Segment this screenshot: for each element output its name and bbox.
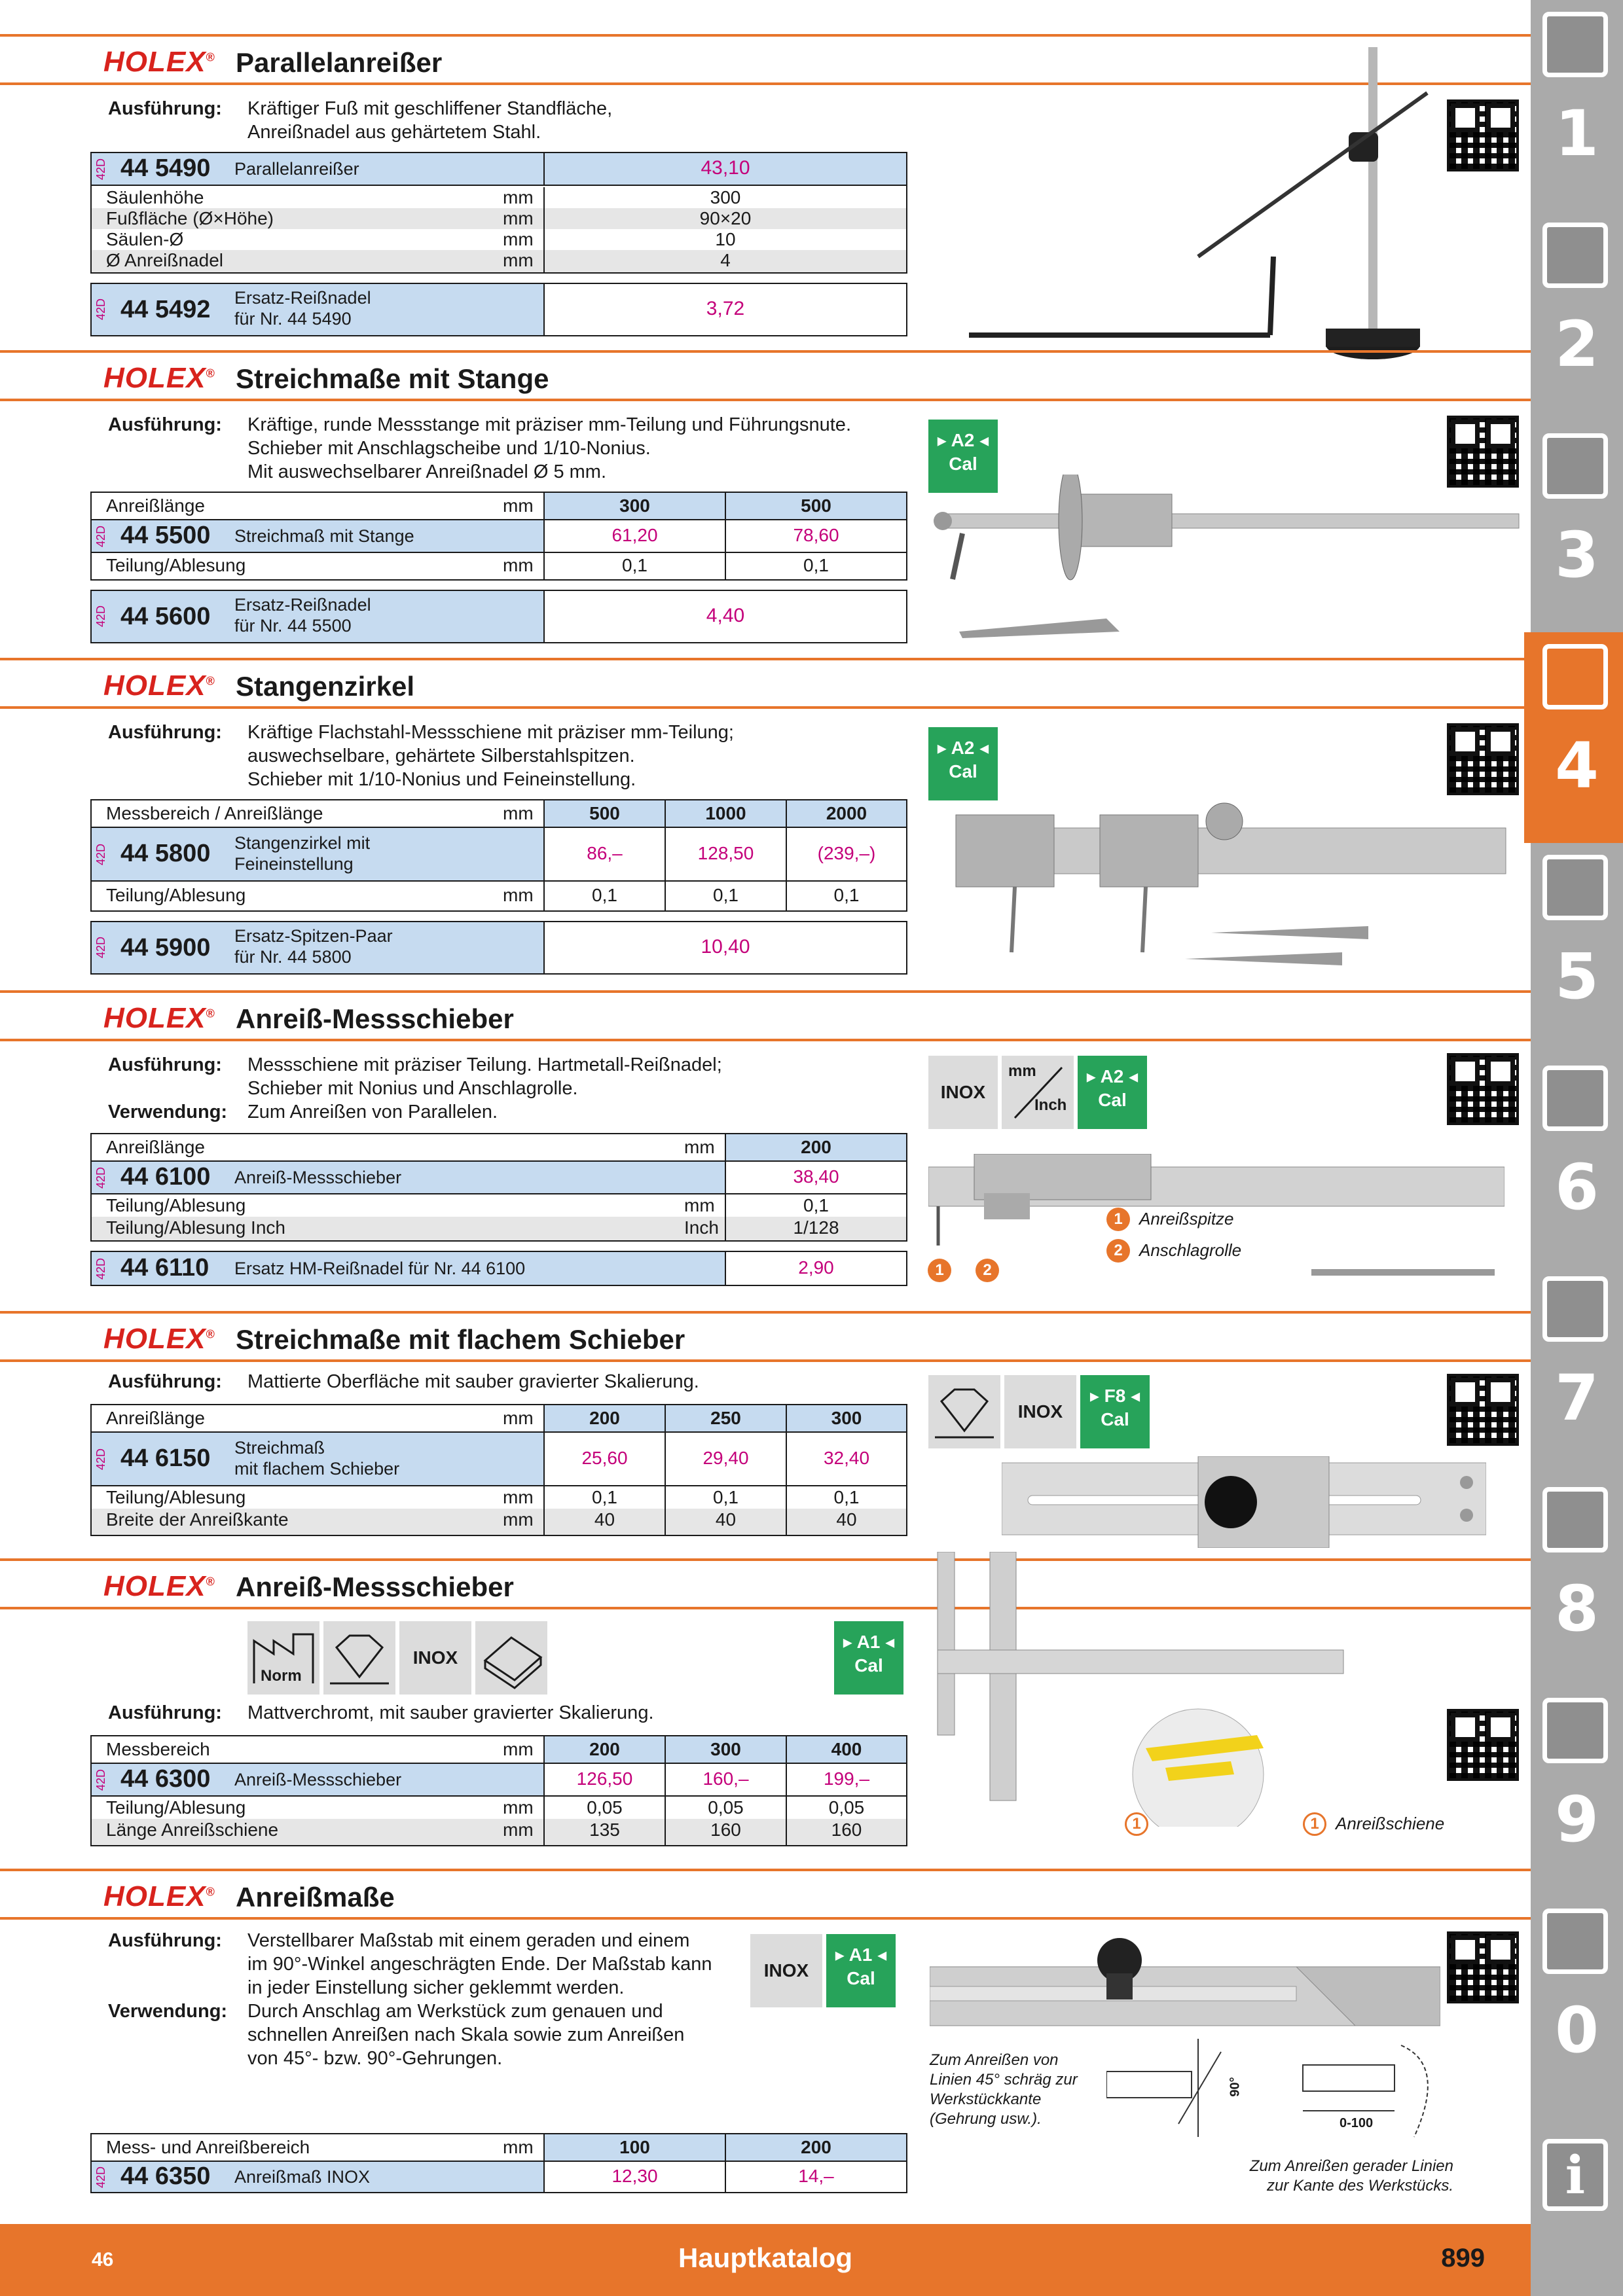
spare-part-table [90,921,907,975]
callout-marker: 1 [1303,1812,1326,1836]
table-row: Teilung/Ablesung mm 0,1 0,1 [92,553,906,579]
table-header-row: Messbereich mm 200 300 400 [92,1736,906,1763]
inox-badge: INOX [750,1934,822,2007]
article-number: 44 6350 [120,2162,211,2190]
product-table [90,2133,907,2193]
table-row: Teilung/Ablesung Inch Inch 1/128 [92,1217,906,1240]
chapter-tab-0[interactable]: 0 [1531,1897,1623,2108]
brand-logo: HOLEX® [103,1880,215,1912]
price: 160,– [665,1764,786,1795]
table-row: 42D 44 5800 Stangenzirkel mit Feineinstellung 86,– 128,50 (239,–) [92,828,906,880]
product-table [90,492,907,581]
inox-badge: INOX [399,1621,471,1695]
qr-code[interactable] [1447,1931,1519,2003]
brand-logo: HOLEX® [103,1002,215,1034]
price: 86,– [543,828,665,880]
price: 199,– [786,1764,906,1795]
section-title: Anreißmaße [236,1882,395,1912]
price: 4,40 [543,591,906,642]
price: 14,– [725,2162,906,2192]
article-number: 44 5500 [120,522,211,549]
section-header [0,658,1531,709]
info-tab[interactable]: i [1542,2139,1608,2211]
price: 126,50 [543,1764,665,1795]
article-number: 44 5600 [120,603,211,630]
section-title: Streichmaße mit Stange [236,363,549,394]
page-number-right: 899 [1441,2244,1485,2272]
calibration-badge: ▸ A1 ◂ Cal [826,1934,896,2007]
cabinet-icon [1542,1698,1608,1763]
table-row: Länge Anreißschiene mm 135 160 160 [92,1819,906,1845]
calibration-badge: ▸ A2 ◂ Cal [928,420,998,493]
catalog-title: Hauptkatalog [678,2242,853,2273]
article-number: 44 5900 [120,934,211,961]
article-number: 44 6300 [120,1765,211,1793]
chapter-tab-2[interactable]: 2 [1531,211,1623,422]
chapter-tab-9[interactable]: 9 [1531,1686,1623,1897]
price: 12,30 [543,2162,725,2192]
price: 43,10 [543,153,906,185]
chapter-tab-6[interactable]: 6 [1531,1054,1623,1265]
qr-code[interactable] [1447,1709,1519,1781]
price: 128,50 [665,828,786,880]
price: 3,72 [543,284,906,335]
chapter-tab-8[interactable]: 8 [1531,1475,1623,1686]
price: 29,40 [665,1433,786,1485]
table-row: Teilung/Ablesung mm 0,1 0,1 0,1 [92,882,906,910]
inox-badge: INOX [928,1056,998,1129]
article-number: 44 5492 [120,296,211,323]
grinding-disc-icon [1542,855,1608,920]
table-row: Säulenhöhe mm 300 [92,187,906,208]
table-row: 42D 44 6300 Anreiß-Messschieber 126,50 160,– 199,– [92,1764,906,1795]
qr-code[interactable] [1447,1374,1519,1446]
spare-part-table [90,283,907,336]
insert-icon [1542,223,1608,288]
callout-marker: 2 [976,1259,999,1282]
table-row: Teilung/Ablesung mm 0,1 [92,1194,906,1217]
table-row: Ø Anreißnadel mm 4 [92,250,906,272]
callout-marker: 1 [1125,1812,1148,1836]
workbench-icon [1542,1487,1608,1552]
chapter-tab-3[interactable]: 3 [1531,422,1623,632]
article-number: 44 5490 [120,154,211,182]
case-icon [475,1621,547,1695]
calibration-badge: ▸ F8 ◂ Cal [1080,1375,1150,1448]
anreissmass-image [930,1928,1440,2039]
article-number: 44 5800 [120,840,211,867]
table-row: 42D 44 6100 Anreiß-Messschieber 38,40 [92,1162,906,1193]
price: (239,–) [786,828,906,880]
calibration-badge: ▸ A2 ◂ Cal [1078,1056,1147,1129]
article-number: 44 6110 [120,1254,210,1282]
qr-code[interactable] [1447,99,1519,171]
spare-part-table [90,590,907,643]
section-header [0,1311,1531,1362]
chapter-tab-4[interactable]: 4 [1524,632,1623,843]
table-row: 42D 44 5600 Ersatz-Reißnadel für Nr. 44 5500 4,40 [92,591,906,642]
section-streichmasse-stange: HOLEX® Streichmaße mit Stange Ausführung: Kräftige, runde Messstange mit präziser mm-Teilung und Führungsnute. Schieber mit Anschlagscheibe und 1/10-Nonius. Mit auswechselbarer Anreißnadel Ø 5 mm. Anreißlänge mm 300 500 42D 44 5500 Streichmaß mit Stange 61,20 78,60 Teilung/Ablesung mm 0,1 0,1 42D 44 5600 Ersatz-Reißnadel für Nr. 44 5500 4,40 ▸ A2 ◂ Cal [0,350,1531,658]
diamond-surface-icon [928,1375,1000,1448]
table-row: 42D 44 5500 Streichmaß mit Stange 61,20 78,60 [92,520,906,552]
chuck-icon [1542,433,1608,499]
page-footer [0,2224,1531,2296]
callout-marker: 1 [928,1259,951,1282]
callout-label: Anreißschiene [1336,1814,1445,1833]
section-anreiss-messschieber-2: HOLEX® Anreiß-Messschieber Norm INOX ▸ A1 ◂ Cal Ausführung: Mattverchromt, mit sauber gravierter Skalierung. Messbereich mm 200 300 400 42D 44 6300 Anreiß-Messschieber 126,50 160,– 199,– Teilung/Ablesung mm 0,05 0,05 0,05 Länge Anreißschiene mm 135 160 160 1 1 Anreißschiene [0,1558,1531,1869]
callout-marker: 2 [1106,1239,1130,1263]
norm-factory-icon: Norm [247,1621,319,1695]
usage-note-45: Zum Anreißen von Linien 45° schräg zur Werkstückkante (Gehrung usw.). [930,2051,1078,2128]
t-caliper-image [930,1552,1349,1827]
safety-gear-icon [1542,1909,1608,1974]
table-row: Breite der Anreißkante mm 40 40 40 [92,1509,906,1535]
section-header [0,990,1531,1041]
table-header-row: Anreißlänge mm 300 500 [92,493,906,519]
table-header-row: Messbereich / Anreißlänge mm 500 1000 2000 [92,800,906,827]
section-title: Parallelanreißer [236,47,443,78]
chapter-tab-1[interactable]: 1 [1531,0,1623,211]
diamond-surface-icon [323,1621,395,1695]
chapter-tab-7[interactable]: 7 [1531,1265,1623,1475]
section-streichmasse-flach: HOLEX® Streichmaße mit flachem Schieber Ausführung: Mattierte Oberfläche mit sauber gravierter Skalierung. Anreißlänge mm 200 250 300 42D 44 6150 Streichmaß mit flachem Schieber 25,60 29,40 32,40 Teilung/Ablesung mm 0,1 0,1 0,1 Breite der Anreißkante mm 40 40 40 INOX ▸ F8 ◂ Cal [0,1311,1531,1558]
wrench-screwdriver-icon [1542,1066,1608,1131]
table-row: Teilung/Ablesung mm 0,1 0,1 0,1 [92,1486,906,1509]
calibration-badge: ▸ A1 ◂ Cal [834,1621,903,1695]
section-parallelanreisser: HOLEX® Parallelanreißer Ausführung: Kräftiger Fuß mit geschliffener Standfläche, Anreißnadel aus gehärtetem Stahl. 42D 44 5490 Parallelanreißer 43,10 Säulenhöhe mm 300 Fußfläche (Ø×Höhe) mm 90×20 Säulen-Ø mm 10 Ø Anreißnadel mm 4 42D 44 5492 Ersatz-Reißnadel für Nr. 44 5490 3,72 [0,34,1531,347]
table-row: Fußfläche (Ø×Höhe) mm 90×20 [92,208,906,229]
price: 2,90 [725,1252,906,1285]
product-table [90,152,907,274]
price: 25,60 [543,1433,665,1485]
range-label: 0-100 [1340,2116,1374,2130]
table-row: Säulen-Ø mm 10 [92,229,906,250]
chapter-sidebar [1531,0,1623,2296]
drill-icon [1542,12,1608,77]
stangenzirkel-image [949,795,1512,978]
price: 61,20 [543,520,725,552]
article-number: 44 6100 [120,1163,211,1191]
streichmass-image [923,475,1525,651]
price: 38,40 [725,1162,906,1193]
qr-code[interactable] [1447,416,1519,488]
section-header [0,350,1531,401]
mm-inch-badge: mm Inch [1002,1056,1074,1129]
product-table [90,1133,907,1242]
caliper-icon [1542,644,1608,709]
table-header-row: Anreißlänge mm 200 250 300 [92,1405,906,1431]
section-stangenzirkel: HOLEX® Stangenzirkel Ausführung: Kräftige Flachstahl-Messschiene mit präziser mm-Teilung; auswechselbare, gehärtete Silberstahlspitzen. Schieber mit 1/10-Nonius und Feineinstellung. Messbereich / Anreißlänge mm 500 1000 2000 42D 44 5800 Stangenzirkel mit Feineinstellung 86,– 128,50 (239,–) Teilung/Ablesung mm 0,1 0,1 0,1 42D 44 5900 Ersatz-Spitzen-Paar für Nr. 44 5800 10,40 ▸ A2 ◂ Cal [0,658,1531,990]
table-row: Teilung/Ablesung mm 0,05 0,05 0,05 [92,1797,906,1819]
flat-slider-gauge-image [1002,1456,1486,1548]
table-row: 42D 44 6150 Streichmaß mit flachem Schieber 25,60 29,40 32,40 [92,1433,906,1485]
section-title: Stangenzirkel [236,671,415,702]
qr-code[interactable] [1447,1053,1519,1125]
product-table [90,799,907,912]
table-row: 42D 44 5900 Ersatz-Spitzen-Paar für Nr. 44 5800 10,40 [92,922,906,973]
section-title: Anreiß-Messschieber [236,1003,514,1034]
section-anreissmasse: HOLEX® Anreißmaße Ausführung: Verstellbarer Maßstab mit einem geraden und einem im 90°-Winkel angeschrägten Ende. Der Maßstab kann in jeder Einstellung sicher geklemmt werden. Verwendung: Durch Anschlag am Werkstück zum genauen und schnellen Anreißen nach Skala sowie zum Anreißen von 45°- bzw. 90°-Gehrungen. INOX ▸ A1 ◂ Cal Mess- und Anreißbereich mm 100 200 42D 44 6350 Anreißmaß INOX 12,30 14,– Zum Anreißen von Linien 45° schräg zur Werkstückkante (Gehrung usw.). 90° 0-100 Zum Anreißen gerader Linien zur Kante des Werkstücks. [0,1869,1531,2209]
calibration-badge: ▸ A2 ◂ Cal [928,727,998,800]
spare-part-table [90,1251,907,1286]
brand-logo: HOLEX® [103,1323,215,1355]
brand-logo: HOLEX® [103,670,215,702]
usage-diagrams [1106,2026,1473,2144]
price: 32,40 [786,1433,906,1485]
table-row: 42D 44 5490 Parallelanreißer 43,10 [92,153,906,185]
table-header-row: Anreißlänge mm 200 [92,1134,906,1160]
table-header-row: Mess- und Anreißbereich mm 100 200 [92,2134,906,2161]
parallelanreisser-image [930,47,1440,374]
price: 10,40 [543,922,906,973]
brand-logo: HOLEX® [103,46,215,78]
inox-badge: INOX [1004,1375,1076,1448]
section-title: Anreiß-Messschieber [236,1571,514,1602]
product-table [90,1735,907,1846]
page-number-left: 46 [92,2249,114,2270]
section-anreiss-messschieber: HOLEX® Anreiß-Messschieber Ausführung: Messschiene mit präziser Teilung. Hartmetall-Reißnadel; Schieber mit Nonius und Anschlagrolle. Verwendung: Zum Anreißen von Parallelen. Anreißlänge mm 200 42D 44 6100 Anreiß-Messschieber 38,40 Teilung/Ablesung mm 0,1 Teilung/Ablesung Inch Inch 1/128 42D 44 6110 Ersatz HM-Reißnadel für Nr. 44 6100 2,90 INOX mm Inch ▸ A2 ◂ Cal 1 2 1 Anreißspitze 2 Anschlagrolle [0,990,1531,1311]
table-row: 42D 44 6110 Ersatz HM-Reißnadel für Nr. 44 6100 2,90 [92,1252,906,1285]
callout-marker: 1 [1106,1208,1130,1231]
brand-logo: HOLEX® [103,362,215,394]
usage-note-straight: Zum Anreißen gerader Linien zur Kante des Werkstücks. [1249,2157,1453,2195]
section-title: Streichmaße mit flachem Schieber [236,1324,685,1355]
chapter-tab-5[interactable]: 5 [1531,843,1623,1054]
article-number: 44 6150 [120,1444,211,1472]
product-table [90,1404,907,1536]
pliers-hammer-icon [1542,1276,1608,1342]
brand-logo: HOLEX® [103,1570,215,1602]
table-row: 42D 44 5492 Ersatz-Reißnadel für Nr. 44 5490 3,72 [92,284,906,335]
angle-label: 90° [1228,2077,1243,2097]
qr-code[interactable] [1447,723,1519,795]
table-row: 42D 44 6350 Anreißmaß INOX 12,30 14,– [92,2162,906,2192]
callout-label: Anschlagrolle [1139,1240,1242,1260]
section-header [0,1869,1531,1920]
price: 78,60 [725,520,906,552]
callout-label: Anreißspitze [1139,1209,1234,1229]
